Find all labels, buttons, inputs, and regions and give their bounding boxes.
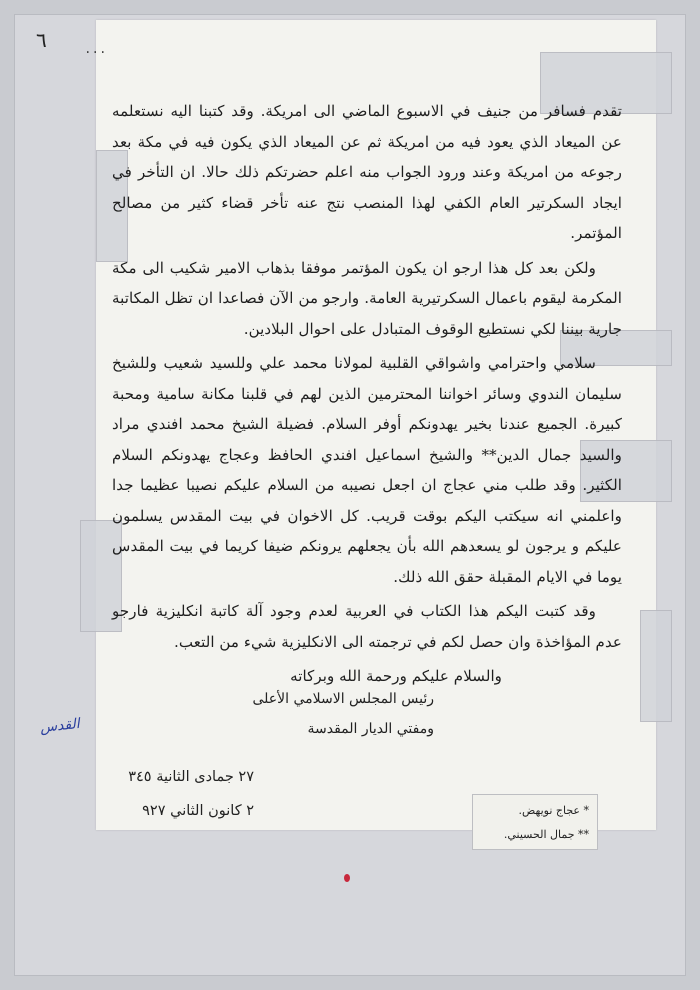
paragraph: وقد كتبت اليكم هذا الكتاب في العربية لعدم وجود آلة كاتبة انكليزية فارجو عدم المؤاخذة وان حصل لكم في ترجمته الى الانكليزية شيء من التعب.	[112, 602, 622, 651]
footnote: ** جمال الحسيني.	[503, 828, 589, 841]
red-mark	[344, 874, 350, 882]
top-marks: ٠٠٠	[84, 44, 107, 60]
page-number: ٦	[36, 28, 47, 52]
signature-block	[104, 684, 434, 744]
footnotes-slip	[472, 794, 598, 850]
paragraph: تقدم فسافر من جنيف في الاسبوع الماضي الى امريكة. وقد كتبنا اليه نستعلمه عن الميعاد الذي يعود فيه من امريكة ثم عن الميعاد الذي يكون فيه في مكة بعد رجوعه من امريكة وعند ورود الجواب منه اعلم حضرتكم ذلك حالا. ان التأخر في ايجاد السكرتير العام الكفي لهذا المنصب نتج عنه تأخر قضاء كثير من مصالح المؤتمر.	[112, 102, 622, 242]
paragraph: ولكن بعد كل هذا ارجو ان يكون المؤتمر موفقا بذهاب الامير شكيب الى مكة المكرمة ليقوم باعمال السكرتيرية العامة. وارجو من الآن فصاعدا ان تظل المكاتبة جارية بيننا لكي نستطيع الوقوف المتبادل على احوال البلادين.	[112, 258, 622, 338]
date-block	[104, 760, 254, 828]
paragraph: سلامي واحترامي واشواقي القلبية لمولانا محمد علي وللسيد شعيب وللشيخ سليمان الندوي وسائر اخواننا المحترمين الذين لهم في قلبنا مكانة سامية ومحبة كبيرة. الجميع عندنا بخير يهدونكم أوفر السلام. فضيلة الشيخ محمد افندي مراد والسيد جمال الدين** والشيخ اسماعيل افندي الحافظ وعجاج يهدونكم السلام الكثير. وقد طلب مني عجاج ان اجعل نصيبه من السلام عليكم نصيبا عظيما جدا واعلمني انه سيكتب اليكم بوقت قريب. كل الاخوان في بيت المقدس يسلمون عليكم و يرجون لو يسعدهم الله بأن يجعلهم يرونكم ضيفا كريما في بيت المقدس يوما في الايام المقبلة حقق الله ذلك.	[112, 354, 622, 586]
closing-line: والسلام عليكم ورحمة الله وبركاته	[290, 667, 502, 685]
tape-strip	[640, 610, 672, 722]
signature-subtitle: ومفتي الديار المقدسة	[307, 721, 434, 737]
footnote: * عجاج نويهض.	[518, 804, 589, 817]
hijri-date: ٢٧ جمادى الثانية ٣٤٥	[128, 769, 254, 785]
blue-stamp: القدس	[39, 715, 81, 737]
signature-title: رئيس المجلس الاسلامي الأعلى	[252, 691, 434, 707]
letter-body	[112, 96, 622, 692]
gregorian-date: ٢ كانون الثاني ٩٢٧	[142, 803, 254, 819]
